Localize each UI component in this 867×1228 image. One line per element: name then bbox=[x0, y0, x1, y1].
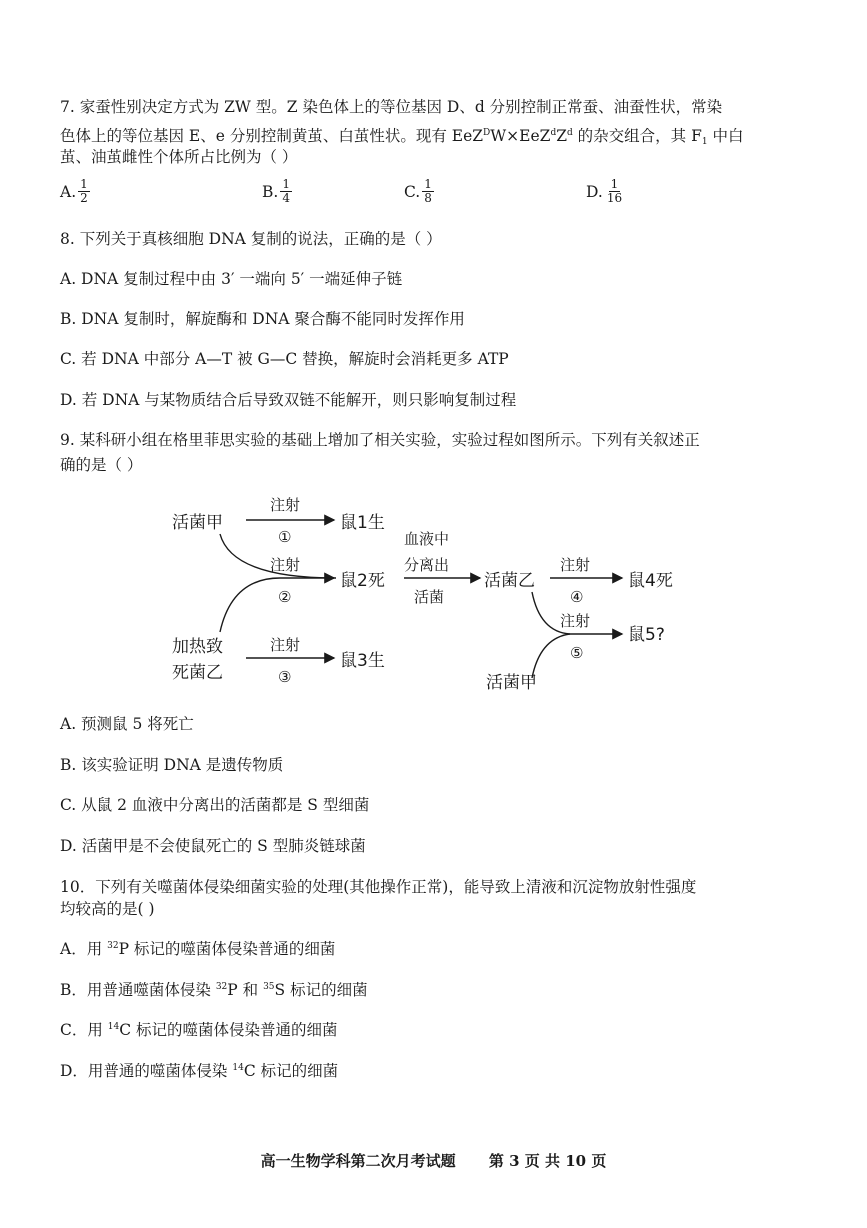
step-3-marker: ③ bbox=[278, 668, 292, 686]
q9-option-a[interactable]: A. 预测鼠 5 将死亡 bbox=[60, 715, 194, 733]
separate-label-1: 血液中 bbox=[404, 530, 450, 548]
q8-option-a[interactable]: A. DNA 复制过程中由 3′ 一端向 5′ 一端延伸子链 bbox=[60, 270, 403, 288]
heat-killed-label-1: 加热致 bbox=[172, 637, 223, 657]
separate-label-2: 分离出 bbox=[404, 556, 450, 574]
q7-option-a[interactable]: A. $\frac{1}{2}$ bbox=[60, 177, 88, 205]
inject-label-4: 注射 bbox=[560, 556, 591, 574]
mouse-4-label: 鼠4死 bbox=[628, 571, 673, 591]
curve-from-heat-killed bbox=[220, 578, 280, 632]
step-1-marker: ① bbox=[278, 528, 292, 546]
live-bacteria-a2-label: 活菌甲 bbox=[486, 673, 537, 693]
q7-line1: 7. 家蚕性别决定方式为 ZW 型。Z 染色体上的等位基因 D、d 分别控制正常蚕、油蚕性状，常染 bbox=[60, 98, 723, 116]
q10-line2: 均较高的是( ) bbox=[60, 900, 155, 918]
q7-line3: 茧、油茧雌性个体所占比例为（ ） bbox=[60, 148, 298, 166]
q7-option-d[interactable]: D. $\frac{1}{16}$ bbox=[586, 177, 623, 205]
page-footer bbox=[0, 1150, 867, 1171]
griffith-experiment-diagram bbox=[160, 482, 720, 702]
q8-option-d[interactable]: D. 若 DNA 与某物质结合后导致双链不能解开，则只影响复制过程 bbox=[60, 391, 517, 409]
q7-line2: 色体上的等位基因 E、e 分别控制黄茧、白茧性状。现有 $EeZ^DW\times EeZ^dZ^d$ 的杂交组合，其 $F_1$ 中白 bbox=[60, 127, 744, 147]
q8-option-b[interactable]: B. DNA 复制时，解旋酶和 DNA 聚合酶不能同时发挥作用 bbox=[60, 310, 465, 328]
mouse-5-label: 鼠5? bbox=[628, 625, 665, 645]
heat-killed-label-2: 死菌乙 bbox=[172, 663, 223, 683]
live-bacteria-b-label: 活菌乙 bbox=[484, 571, 535, 591]
inject-label-5: 注射 bbox=[560, 612, 591, 630]
live-bacteria-a-label: 活菌甲 bbox=[172, 513, 223, 533]
q9-option-c[interactable]: C. 从鼠 2 血液中分离出的活菌都是 S 型细菌 bbox=[60, 796, 370, 814]
footer-page-number: 第 3 页 共 10 页 bbox=[488, 1152, 607, 1170]
separate-label-3: 活菌 bbox=[414, 588, 445, 606]
q9-option-b[interactable]: B. 该实验证明 DNA 是遗传物质 bbox=[60, 756, 284, 774]
q10-option-d[interactable]: D．用普通的噬菌体侵染 $^{14}$C 标记的细菌 bbox=[60, 1062, 339, 1080]
q9-option-d[interactable]: D. 活菌甲是不会使鼠死亡的 S 型肺炎链球菌 bbox=[60, 837, 366, 855]
q10-option-b[interactable]: B．用普通噬菌体侵染 $^{32}$P 和 $^{35}$S 标记的细菌 bbox=[60, 981, 368, 999]
q9-line2: 确的是（ ） bbox=[60, 456, 143, 474]
q7-option-b[interactable]: B. $\frac{1}{4}$ bbox=[262, 177, 290, 205]
q7-options bbox=[60, 178, 820, 218]
step-4-marker: ④ bbox=[570, 588, 584, 606]
step-2-marker: ② bbox=[278, 588, 292, 606]
inject-label-1: 注射 bbox=[270, 496, 301, 514]
footer-title: 高一生物学科第二次月考试题 bbox=[260, 1152, 456, 1170]
q10-line1: 10．下列有关噬菌体侵染细菌实验的处理(其他操作正常)，能导致上清液和沉淀物放射性强度 bbox=[60, 878, 697, 896]
step-5-marker: ⑤ bbox=[570, 644, 584, 662]
mouse-3-label: 鼠3生 bbox=[340, 651, 385, 671]
q9-line1: 9. 某科研小组在格里菲思实验的基础上增加了相关实验，实验过程如图所示。下列有关叙述正 bbox=[60, 431, 700, 449]
mouse-2-label: 鼠2死 bbox=[340, 571, 385, 591]
mouse-1-label: 鼠1生 bbox=[340, 513, 385, 533]
q7-option-c[interactable]: C. $\frac{1}{8}$ bbox=[404, 177, 432, 205]
q10-option-c[interactable]: C．用 $^{14}$C 标记的噬菌体侵染普通的细菌 bbox=[60, 1021, 338, 1039]
q10-option-a[interactable]: A．用 $^{32}$P 标记的噬菌体侵染普通的细菌 bbox=[60, 940, 336, 958]
inject-label-3: 注射 bbox=[270, 636, 301, 654]
q8-stem: 8. 下列关于真核细胞 DNA 复制的说法，正确的是（ ） bbox=[60, 230, 442, 248]
q8-option-c[interactable]: C. 若 DNA 中部分 A—T 被 G—C 替换，解旋时会消耗更多 ATP bbox=[60, 350, 509, 368]
curve-from-live-a2 bbox=[532, 634, 570, 678]
inject-label-2: 注射 bbox=[270, 556, 301, 574]
